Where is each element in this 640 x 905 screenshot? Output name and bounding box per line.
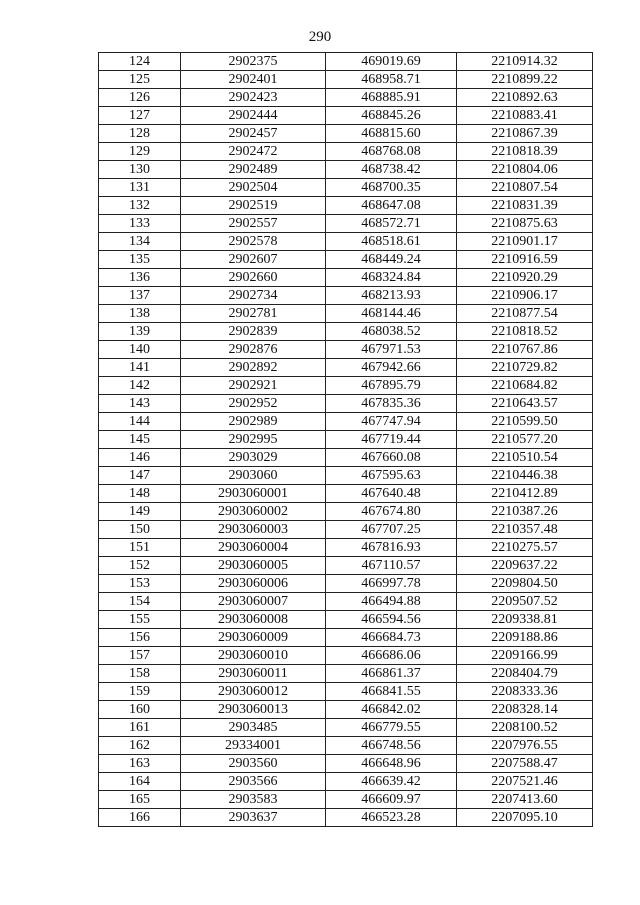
y-coordinate-cell: 2210892.63: [457, 89, 593, 107]
row-index-cell: 155: [99, 611, 181, 629]
x-coordinate-cell: 468647.08: [326, 197, 457, 215]
row-index-cell: 131: [99, 179, 181, 197]
point-id-cell: 29334001: [181, 737, 326, 755]
y-coordinate-cell: 2209637.22: [457, 557, 593, 575]
y-coordinate-cell: 2210767.86: [457, 341, 593, 359]
x-coordinate-cell: 467660.08: [326, 449, 457, 467]
y-coordinate-cell: 2210883.41: [457, 107, 593, 125]
table-row: [99, 647, 593, 665]
x-coordinate-cell: 468738.42: [326, 161, 457, 179]
point-id-cell: 2903060005: [181, 557, 326, 575]
y-coordinate-cell: 2210867.39: [457, 125, 593, 143]
x-coordinate-cell: 466779.55: [326, 719, 457, 737]
coordinates-table: [98, 52, 593, 827]
table-row: [99, 665, 593, 683]
y-coordinate-cell: 2210357.48: [457, 521, 593, 539]
y-coordinate-cell: 2207976.55: [457, 737, 593, 755]
table-row: [99, 377, 593, 395]
row-index-cell: 150: [99, 521, 181, 539]
table-row: [99, 629, 593, 647]
x-coordinate-cell: 466609.97: [326, 791, 457, 809]
point-id-cell: 2903060013: [181, 701, 326, 719]
point-id-cell: 2902660: [181, 269, 326, 287]
point-id-cell: 2902578: [181, 233, 326, 251]
table-row: [99, 467, 593, 485]
y-coordinate-cell: 2210818.39: [457, 143, 593, 161]
point-id-cell: 2902401: [181, 71, 326, 89]
x-coordinate-cell: 466648.96: [326, 755, 457, 773]
x-coordinate-cell: 466748.56: [326, 737, 457, 755]
x-coordinate-cell: 467707.25: [326, 521, 457, 539]
y-coordinate-cell: 2210916.59: [457, 251, 593, 269]
point-id-cell: 2902781: [181, 305, 326, 323]
y-coordinate-cell: 2207588.47: [457, 755, 593, 773]
table-row: [99, 611, 593, 629]
x-coordinate-cell: 468885.91: [326, 89, 457, 107]
y-coordinate-cell: 2209338.81: [457, 611, 593, 629]
table-row: [99, 53, 593, 71]
x-coordinate-cell: 468038.52: [326, 323, 457, 341]
y-coordinate-cell: 2208404.79: [457, 665, 593, 683]
x-coordinate-cell: 466861.37: [326, 665, 457, 683]
row-index-cell: 154: [99, 593, 181, 611]
x-coordinate-cell: 466686.06: [326, 647, 457, 665]
y-coordinate-cell: 2210643.57: [457, 395, 593, 413]
page-number: 290: [308, 29, 332, 45]
table-row: [99, 89, 593, 107]
x-coordinate-cell: 468845.26: [326, 107, 457, 125]
point-id-cell: 2902734: [181, 287, 326, 305]
y-coordinate-cell: 2209188.86: [457, 629, 593, 647]
y-coordinate-cell: 2208333.36: [457, 683, 593, 701]
y-coordinate-cell: 2210446.38: [457, 467, 593, 485]
table-row: [99, 125, 593, 143]
table-row: [99, 485, 593, 503]
table-row: [99, 683, 593, 701]
y-coordinate-cell: 2210914.32: [457, 53, 593, 71]
point-id-cell: 2902952: [181, 395, 326, 413]
table-row: [99, 755, 593, 773]
table-row: [99, 359, 593, 377]
table-row: [99, 215, 593, 233]
row-index-cell: 157: [99, 647, 181, 665]
point-id-cell: 2903060009: [181, 629, 326, 647]
y-coordinate-cell: 2207413.60: [457, 791, 593, 809]
table-row: [99, 791, 593, 809]
x-coordinate-cell: 468815.60: [326, 125, 457, 143]
row-index-cell: 125: [99, 71, 181, 89]
table-row: [99, 233, 593, 251]
row-index-cell: 143: [99, 395, 181, 413]
point-id-cell: 2903060001: [181, 485, 326, 503]
point-id-cell: 2903060007: [181, 593, 326, 611]
row-index-cell: 144: [99, 413, 181, 431]
point-id-cell: 2903060008: [181, 611, 326, 629]
x-coordinate-cell: 468324.84: [326, 269, 457, 287]
row-index-cell: 153: [99, 575, 181, 593]
y-coordinate-cell: 2210875.63: [457, 215, 593, 233]
x-coordinate-cell: 466684.73: [326, 629, 457, 647]
table-row: [99, 773, 593, 791]
y-coordinate-cell: 2208100.52: [457, 719, 593, 737]
row-index-cell: 129: [99, 143, 181, 161]
row-index-cell: 136: [99, 269, 181, 287]
row-index-cell: 126: [99, 89, 181, 107]
x-coordinate-cell: 466842.02: [326, 701, 457, 719]
point-id-cell: 2903060006: [181, 575, 326, 593]
row-index-cell: 159: [99, 683, 181, 701]
table-row: [99, 521, 593, 539]
point-id-cell: 2902989: [181, 413, 326, 431]
x-coordinate-cell: 467835.36: [326, 395, 457, 413]
coordinates-table-body: [99, 53, 593, 827]
x-coordinate-cell: 468213.93: [326, 287, 457, 305]
row-index-cell: 165: [99, 791, 181, 809]
row-index-cell: 141: [99, 359, 181, 377]
y-coordinate-cell: 2207095.10: [457, 809, 593, 827]
y-coordinate-cell: 2209804.50: [457, 575, 593, 593]
row-index-cell: 140: [99, 341, 181, 359]
table-row: [99, 395, 593, 413]
table-row: [99, 737, 593, 755]
table-row: [99, 143, 593, 161]
y-coordinate-cell: 2210831.39: [457, 197, 593, 215]
table-row: [99, 719, 593, 737]
point-id-cell: 2903060: [181, 467, 326, 485]
row-index-cell: 132: [99, 197, 181, 215]
row-index-cell: 164: [99, 773, 181, 791]
table-row: [99, 107, 593, 125]
point-id-cell: 2902457: [181, 125, 326, 143]
x-coordinate-cell: 468958.71: [326, 71, 457, 89]
y-coordinate-cell: 2210901.17: [457, 233, 593, 251]
point-id-cell: 2903060012: [181, 683, 326, 701]
row-index-cell: 146: [99, 449, 181, 467]
table-row: [99, 539, 593, 557]
table-row: [99, 305, 593, 323]
row-index-cell: 130: [99, 161, 181, 179]
x-coordinate-cell: 469019.69: [326, 53, 457, 71]
table-row: [99, 593, 593, 611]
x-coordinate-cell: 468518.61: [326, 233, 457, 251]
point-id-cell: 2903060002: [181, 503, 326, 521]
row-index-cell: 139: [99, 323, 181, 341]
row-index-cell: 137: [99, 287, 181, 305]
point-id-cell: 2902519: [181, 197, 326, 215]
table-row: [99, 323, 593, 341]
row-index-cell: 160: [99, 701, 181, 719]
point-id-cell: 2903583: [181, 791, 326, 809]
row-index-cell: 158: [99, 665, 181, 683]
x-coordinate-cell: 466841.55: [326, 683, 457, 701]
point-id-cell: 2902489: [181, 161, 326, 179]
y-coordinate-cell: 2210684.82: [457, 377, 593, 395]
row-index-cell: 133: [99, 215, 181, 233]
y-coordinate-cell: 2208328.14: [457, 701, 593, 719]
point-id-cell: 2902444: [181, 107, 326, 125]
row-index-cell: 149: [99, 503, 181, 521]
x-coordinate-cell: 468449.24: [326, 251, 457, 269]
row-index-cell: 135: [99, 251, 181, 269]
table-row: [99, 557, 593, 575]
y-coordinate-cell: 2210818.52: [457, 323, 593, 341]
x-coordinate-cell: 468144.46: [326, 305, 457, 323]
x-coordinate-cell: 466494.88: [326, 593, 457, 611]
y-coordinate-cell: 2210599.50: [457, 413, 593, 431]
x-coordinate-cell: 466523.28: [326, 809, 457, 827]
point-id-cell: 2902876: [181, 341, 326, 359]
point-id-cell: 2903566: [181, 773, 326, 791]
x-coordinate-cell: 466997.78: [326, 575, 457, 593]
table-row: [99, 251, 593, 269]
x-coordinate-cell: 466639.42: [326, 773, 457, 791]
table-row: [99, 161, 593, 179]
row-index-cell: 142: [99, 377, 181, 395]
row-index-cell: 161: [99, 719, 181, 737]
y-coordinate-cell: 2210807.54: [457, 179, 593, 197]
point-id-cell: 2902472: [181, 143, 326, 161]
y-coordinate-cell: 2210387.26: [457, 503, 593, 521]
table-row: [99, 71, 593, 89]
y-coordinate-cell: 2210577.20: [457, 431, 593, 449]
row-index-cell: 148: [99, 485, 181, 503]
row-index-cell: 147: [99, 467, 181, 485]
y-coordinate-cell: 2210877.54: [457, 305, 593, 323]
y-coordinate-cell: 2209507.52: [457, 593, 593, 611]
x-coordinate-cell: 467942.66: [326, 359, 457, 377]
point-id-cell: 2902607: [181, 251, 326, 269]
table-row: [99, 431, 593, 449]
y-coordinate-cell: 2210899.22: [457, 71, 593, 89]
table-row: [99, 449, 593, 467]
row-index-cell: 163: [99, 755, 181, 773]
y-coordinate-cell: 2210510.54: [457, 449, 593, 467]
row-index-cell: 124: [99, 53, 181, 71]
point-id-cell: 2903060003: [181, 521, 326, 539]
point-id-cell: 2902423: [181, 89, 326, 107]
point-id-cell: 2903029: [181, 449, 326, 467]
point-id-cell: 2903637: [181, 809, 326, 827]
point-id-cell: 2903560: [181, 755, 326, 773]
point-id-cell: 2903485: [181, 719, 326, 737]
y-coordinate-cell: 2210412.89: [457, 485, 593, 503]
table-row: [99, 575, 593, 593]
x-coordinate-cell: 467816.93: [326, 539, 457, 557]
row-index-cell: 151: [99, 539, 181, 557]
row-index-cell: 145: [99, 431, 181, 449]
point-id-cell: 2902375: [181, 53, 326, 71]
y-coordinate-cell: 2210906.17: [457, 287, 593, 305]
row-index-cell: 134: [99, 233, 181, 251]
x-coordinate-cell: 467971.53: [326, 341, 457, 359]
row-index-cell: 166: [99, 809, 181, 827]
row-index-cell: 138: [99, 305, 181, 323]
point-id-cell: 2902995: [181, 431, 326, 449]
x-coordinate-cell: 467595.63: [326, 467, 457, 485]
y-coordinate-cell: 2210804.06: [457, 161, 593, 179]
x-coordinate-cell: 467747.94: [326, 413, 457, 431]
table-row: [99, 179, 593, 197]
point-id-cell: 2903060011: [181, 665, 326, 683]
y-coordinate-cell: 2207521.46: [457, 773, 593, 791]
y-coordinate-cell: 2210920.29: [457, 269, 593, 287]
row-index-cell: 152: [99, 557, 181, 575]
point-id-cell: 2902921: [181, 377, 326, 395]
x-coordinate-cell: 467719.44: [326, 431, 457, 449]
x-coordinate-cell: 467674.80: [326, 503, 457, 521]
point-id-cell: 2903060004: [181, 539, 326, 557]
row-index-cell: 127: [99, 107, 181, 125]
point-id-cell: 2902892: [181, 359, 326, 377]
x-coordinate-cell: 468572.71: [326, 215, 457, 233]
point-id-cell: 2902557: [181, 215, 326, 233]
table-row: [99, 341, 593, 359]
point-id-cell: 2903060010: [181, 647, 326, 665]
row-index-cell: 128: [99, 125, 181, 143]
point-id-cell: 2902839: [181, 323, 326, 341]
x-coordinate-cell: 466594.56: [326, 611, 457, 629]
table-row: [99, 413, 593, 431]
table-row: [99, 701, 593, 719]
table-row: [99, 287, 593, 305]
x-coordinate-cell: 467640.48: [326, 485, 457, 503]
table-row: [99, 809, 593, 827]
x-coordinate-cell: 467895.79: [326, 377, 457, 395]
point-id-cell: 2902504: [181, 179, 326, 197]
table-row: [99, 503, 593, 521]
y-coordinate-cell: 2210275.57: [457, 539, 593, 557]
x-coordinate-cell: 467110.57: [326, 557, 457, 575]
y-coordinate-cell: 2210729.82: [457, 359, 593, 377]
row-index-cell: 156: [99, 629, 181, 647]
table-row: [99, 269, 593, 287]
y-coordinate-cell: 2209166.99: [457, 647, 593, 665]
table-row: [99, 197, 593, 215]
row-index-cell: 162: [99, 737, 181, 755]
x-coordinate-cell: 468768.08: [326, 143, 457, 161]
x-coordinate-cell: 468700.35: [326, 179, 457, 197]
